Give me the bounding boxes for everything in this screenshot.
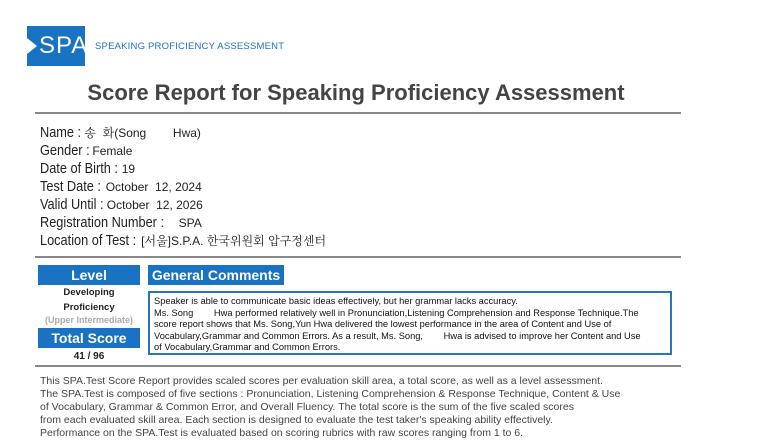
info-value: 19 — [121, 162, 136, 176]
description-line: The SPA.Test is composed of five sections : Pronunciation, Listening Comprehension & Response Technique, Content & Use — [40, 388, 621, 400]
comment-line: score report shows that Ms. Song,Yun Hwa delivered the lowest performance in the area of Content and Use of — [154, 319, 612, 329]
description-line: from each evaluated skill area. Each section is designed to evaluate the test taker's speaking ability effectively. — [40, 414, 553, 426]
info-row-location — [40, 232, 326, 250]
spa-logo-mark — [27, 26, 89, 66]
comment-line: Vocabulary,Grammar and Common Errors. As a result, Ms. Song, Hwa is advised to improve her Content and Use — [154, 330, 641, 341]
info-label: Date of Birth : — [40, 160, 118, 177]
level-subtitle: (Upper Intermediate) — [44, 315, 133, 325]
info-row-name — [40, 124, 326, 142]
info-row-gender — [40, 142, 326, 160]
general-comments-heading: General Comments — [148, 265, 284, 285]
report-description — [40, 375, 680, 440]
comment-line: Speaker is able to communicate basic ideas effectively, but her grammar lacks accuracy. — [154, 296, 518, 306]
logo-mark-text: SPA — [39, 32, 89, 59]
title-divider — [35, 112, 681, 114]
level-heading: Level — [38, 265, 140, 285]
footer-divider — [35, 365, 681, 367]
info-value: October 12, 2026 — [106, 198, 203, 212]
info-label: Name : — [40, 124, 82, 141]
logo-tagline: SPEAKING PROFICIENCY ASSESSMENT — [95, 40, 285, 52]
logo-arrow-icon — [27, 38, 37, 54]
candidate-info — [40, 124, 326, 250]
info-value: Female — [92, 144, 133, 158]
info-label: Valid Until : — [40, 196, 104, 213]
info-value: [서울]S.P.A. 한국위원회 압구정센터 — [141, 234, 327, 248]
general-comments-box — [148, 291, 672, 355]
info-row-valid-until — [40, 196, 326, 214]
comment-line: of Vocabulary,Grammar and Common Errors. — [154, 342, 341, 352]
report-title: Score Report for Speaking Proficiency Assessment — [87, 80, 625, 105]
info-row-registration — [40, 214, 326, 232]
section-divider — [35, 256, 681, 258]
level-line-1: Developing — [63, 287, 115, 298]
description-line: of Vocabulary, Grammar & Common Error, and Overall Fluency. The total score is the sum of the five scaled scores — [40, 401, 574, 413]
info-label: Gender : — [40, 142, 90, 159]
total-score-value: 41 / 96 — [73, 351, 105, 362]
info-row-test-date — [40, 178, 326, 196]
total-score-heading: Total Score — [38, 328, 140, 348]
info-label: Registration Number : — [40, 214, 165, 231]
info-label: Location of Test : — [40, 232, 137, 249]
info-label: Test Date : — [40, 178, 101, 195]
description-line: This SPA.Test Score Report provides scaled scores per evaluation skill area, a total score, as well as a level assessment. — [40, 375, 603, 387]
comment-line: Ms. Song Hwa performed relatively well in Pronunciation,Listening Comprehension and Response Technique.The — [154, 307, 639, 318]
description-line: Performance on the SPA.Test is evaluated based on scoring rubrics with raw scores ranging from 1 to 6. — [40, 427, 524, 439]
spa-logo — [27, 26, 284, 66]
info-row-dob — [40, 160, 326, 178]
info-value: October 12, 2024 — [105, 180, 202, 194]
level-line-2: Proficiency — [63, 302, 115, 313]
info-value: SPA — [171, 216, 202, 230]
info-value: 송 화(Song Hwa) — [84, 126, 201, 140]
